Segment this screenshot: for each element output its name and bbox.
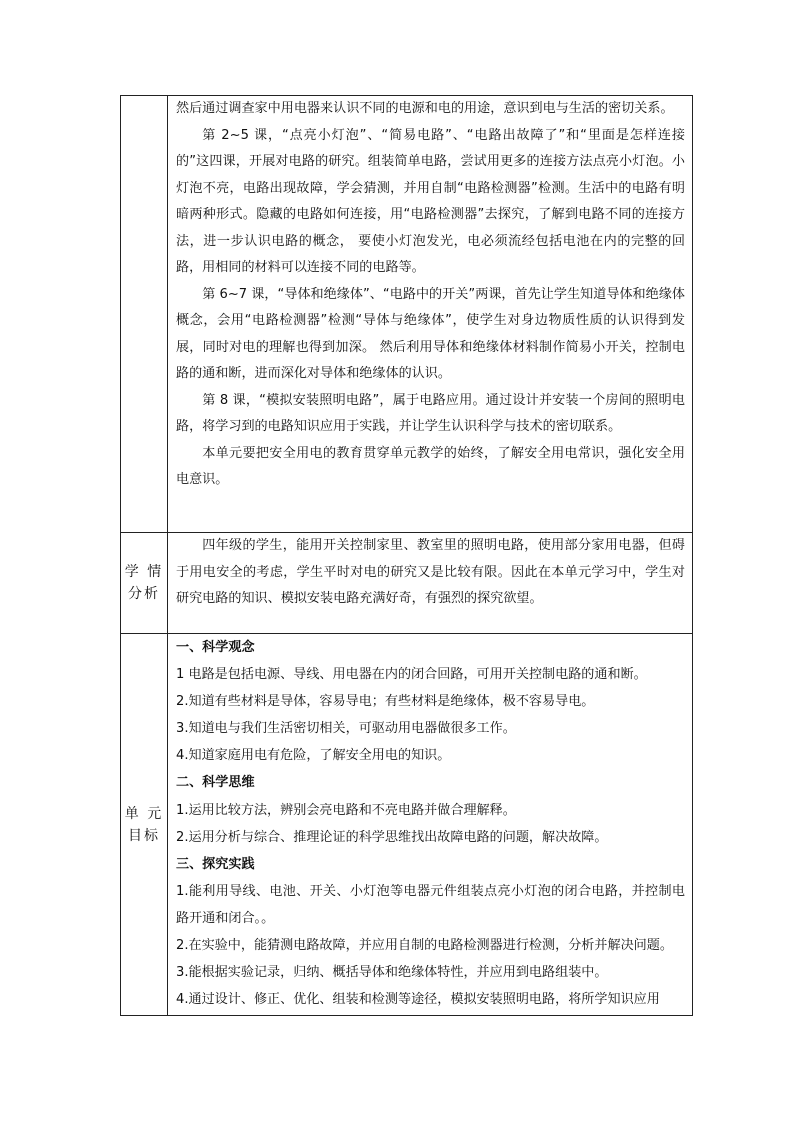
goal-item: 2.在实验中，能猜测电路故障，并应用自制的电路检测器进行检测，分析并解决问题。 xyxy=(176,938,673,954)
goal-item: 2.运用分析与综合、推理论证的科学思维找出故障电路的问题，解决故障。 xyxy=(176,829,608,845)
row-label-line: 学 情 xyxy=(124,564,164,580)
paragraph: 四年级的学生，能用开关控制家里、教室里的照明电路，使用部分家用电器，但碍于用电安全的考虑，学生平时对电的研究又是比较有限。因此在本单元学习中，学生对研究电路的知识、模拟安装电路充满好奇，有强烈的探究欲望。 xyxy=(176,538,685,606)
goal-item: 1.能利用导线、电池、开关、小灯泡等电器元件组装点亮小灯泡的闭合电路，并控制电路开通和闭合。。 xyxy=(176,883,685,926)
row-label-unit-goals xyxy=(121,634,168,1016)
paragraph: 第 2~5 课，“点亮小灯泡”、“简易电路”、“电路出故障了”和“里面是怎样连接的”这四课，开展对电路的研究。组装简单电路，尝试用更多的连接方法点亮小灯泡。小灯泡不亮，电路出现故障，学会猜测，并用自制“电路检测器”检测。生活中的电路有明暗两种形式。隐藏的电路如何连接，用“电路检测器”去探究，了解到电路不同的连接方法，进一步认识电路的概念， 要使小灯泡发光，电必须流经包括电池在内的完整的回路，用相同的材料可以连接不同的电路等。 xyxy=(176,127,685,275)
paragraph: 第 8 课，“模拟安装照明电路”，属于电路应用。通过设计并安装一个房间的照明电路，将学习到的电路知识应用于实践，并让学生认识科学与技术的密切联系。 xyxy=(176,392,685,434)
goal-item: 4.通过设计、修正、优化、组装和检测等途径，模拟安装照明电路，将所学知识应用 xyxy=(176,992,660,1008)
goal-item: 3.能根据实验记录，归纳、概括导体和绝缘体特性，并应用到电路组装中。 xyxy=(176,965,608,981)
content-cell-unit-goals xyxy=(168,634,693,1016)
section-heading: 一、科学观念 xyxy=(176,640,255,655)
goal-item: 4.知道家庭用电有危险，了解安全用电的知识。 xyxy=(176,748,451,764)
goal-item: 3.知道电与我们生活密切相关，可驱动用电器做很多工作。 xyxy=(176,721,516,737)
content-cell-student-analysis xyxy=(168,533,693,634)
row-label-line: 分析 xyxy=(128,586,160,602)
section-heading: 二、科学思维 xyxy=(176,775,255,791)
section-heading: 三、探究实践 xyxy=(176,856,255,872)
paragraph: 本单元要把安全用电的教育贯穿单元教学的始终，了解安全用电常识，强化安全用电意识。 xyxy=(176,445,685,487)
row-label-student-analysis xyxy=(121,533,168,634)
paragraph: 然后通过调查家中用电器来认识不同的电源和电的用途，意识到电与生活的密切关系。 xyxy=(176,101,674,116)
goal-item: 2.知道有些材料是导体，容易导电；有些材料是绝缘体，极不容易导电。 xyxy=(176,694,595,710)
label-cell-empty xyxy=(121,96,168,533)
row-label-line: 目标 xyxy=(128,827,160,844)
paragraph: 第 6~7 课，“导体和绝缘体”、“电路中的开关”两课，首先让学生知道导体和绝缘体概念，会用“电路检测器”检测“导体与绝缘体”，使学生对身边物质性质的认识得到发展，同时对电的理解也得到加深。 然后利用导体和绝缘体材料制作简易小开关，控制电路的通和断，进而深化对导体和绝缘体的认识。 xyxy=(176,286,685,381)
table-row xyxy=(121,634,693,1016)
goal-item: 1 电路是包括电源、导线、用电器在内的闭合回路，可用开关控制电路的通和断。 xyxy=(176,667,647,683)
goal-item: 1.运用比较方法，辨别会亮电路和不亮电路并做合理解释。 xyxy=(176,802,516,818)
content-cell-overview xyxy=(168,96,693,533)
lesson-plan-table xyxy=(120,95,693,1016)
table-row xyxy=(121,533,693,634)
table-row xyxy=(121,96,693,533)
row-label-line: 单 元 xyxy=(124,805,164,822)
